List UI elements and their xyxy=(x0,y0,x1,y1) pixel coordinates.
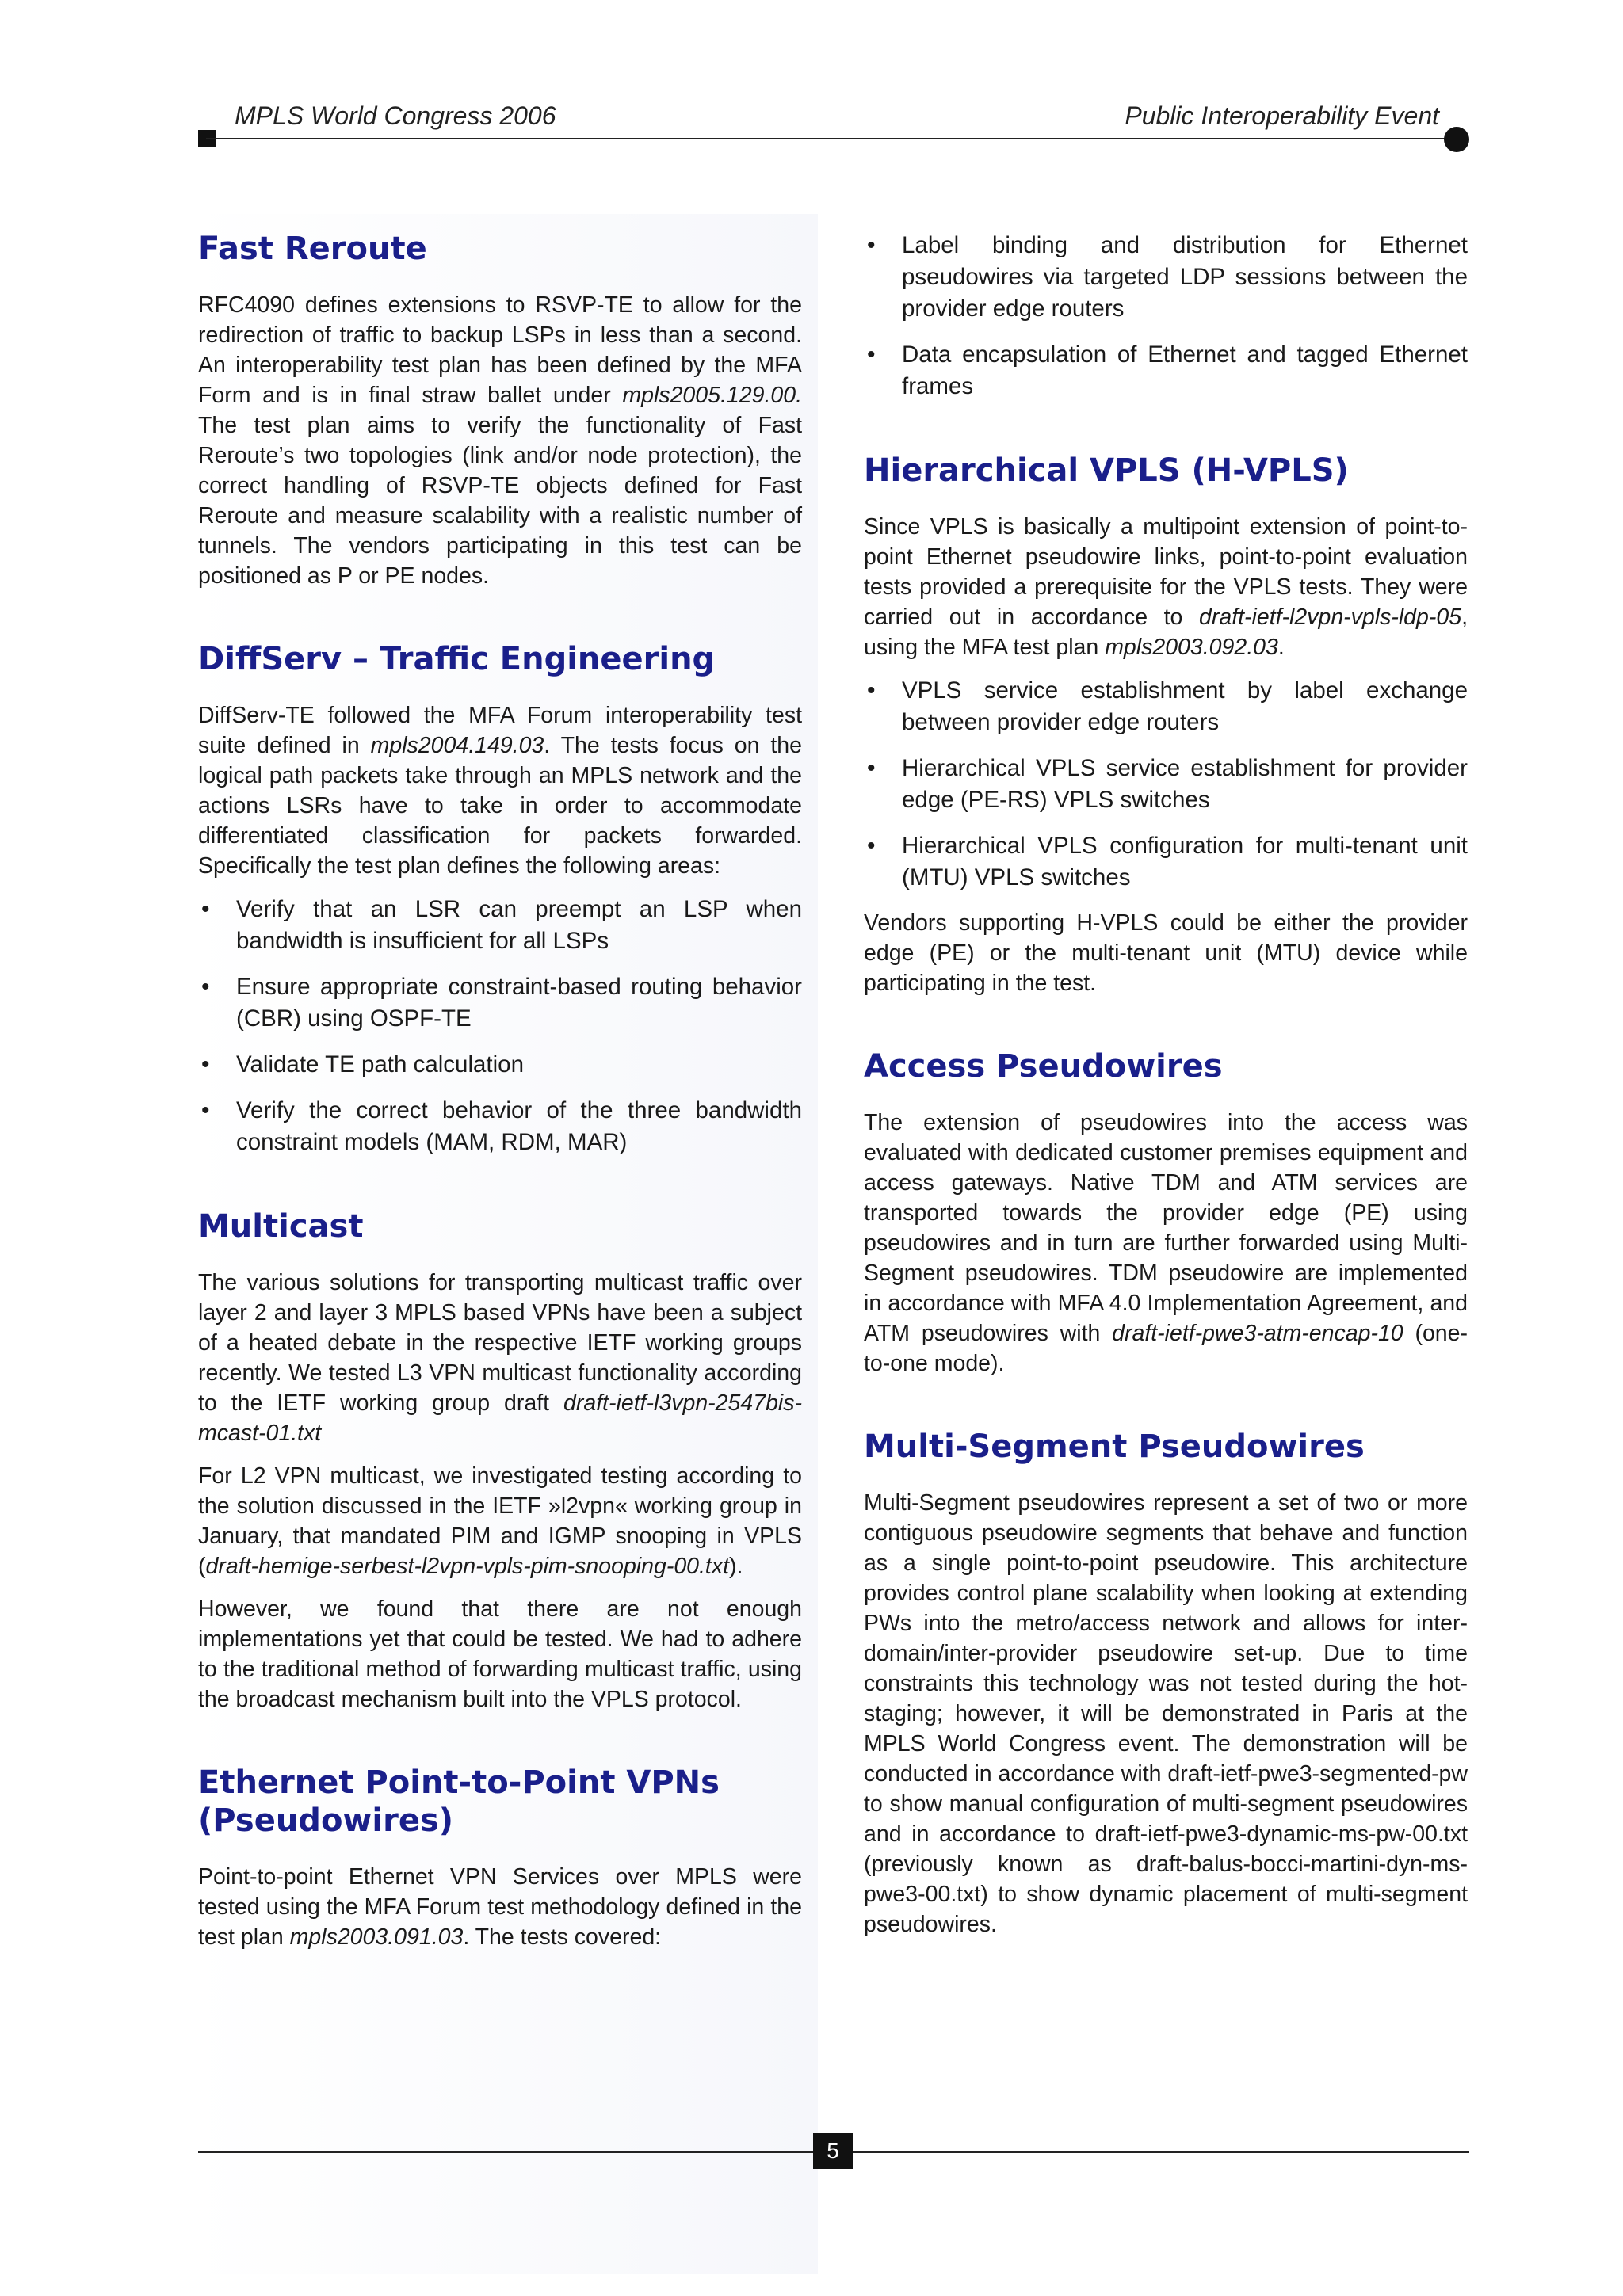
header-rule xyxy=(206,138,1461,139)
section-title: Ethernet Point-to-Point VPNs (Pseudowires) xyxy=(198,1764,720,1839)
list-item: • Label binding and distribution for Ethernet pseudowires via targeted LDP sessions between the provider edge routers xyxy=(864,230,1468,325)
paragraph: For L2 VPN multicast, we investigated testing according to the solution discussed in the IETF »l2vpn« working group in January, that mandated PIM and IGMP snooping in VPLS (draft-hemige-serbest-l2vpn-vpls-pim-snooping-00.txt). xyxy=(198,1463,802,1579)
bullet-list xyxy=(198,894,802,1158)
header-right-title: Public Interoperability Event xyxy=(1125,101,1439,130)
section-diffserv xyxy=(198,640,802,1158)
paragraph: However, we found that there are not enough implementations yet that could be tested. We had to adhere to the traditional method of forwarding multicast traffic, using the broadcast mechanism built into the VPLS protocol. xyxy=(198,1596,802,1712)
list-item: • Data encapsulation of Ethernet and tagged Ethernet frames xyxy=(864,339,1468,402)
section-title: Fast Reroute xyxy=(198,231,427,267)
header-left-title: MPLS World Congress 2006 xyxy=(235,101,556,130)
section-hvpls xyxy=(864,452,1468,998)
section-title: Multi-Segment Pseudowires xyxy=(864,1428,1365,1465)
list-item: • Verify the correct behavior of the three bandwidth constraint models (MAM, RDM, MAR) xyxy=(198,1095,802,1158)
list-item: • VPLS service establishment by label exchange between provider edge routers xyxy=(864,675,1468,738)
list-item: • Verify that an LSR can preempt an LSP when bandwidth is insufficient for all LSPs xyxy=(198,894,802,957)
header-dot-marker xyxy=(1444,127,1469,152)
paragraph: Multi-Segment pseudowires represent a set of two or more contiguous pseudowire segments that behave and function as a single point-to-point pseudowire. This architecture provides control plane scalability when looking at extending PWs into the metro/access network and allows for inter-domain/inter-provider pseudowire set-up. Due to time constraints this technology was not tested during the hot-staging; however, it will be demonstrated in Paris at the MPLS World Congress event. The demonstration will be conducted in accordance with draft-ietf-pwe3-segmented-pw to show manual configuration of multi-segment pseudowires and in accordance to draft-ietf-pwe3-dynamic-ms-pw-00.txt (previously known as draft-balus-bocci-martini-dyn-ms-pwe3-00.txt) to show dynamic placement of multi-segment pseudowires. xyxy=(864,1490,1468,1937)
list-item: • Hierarchical VPLS service establishment for provider edge (PE-RS) VPLS switches xyxy=(864,753,1468,816)
paragraph: The various solutions for transporting multicast traffic over layer 2 and layer 3 MPLS based VPNs have been a subject of a heated debate in the respective IETF working groups recently. We tested L3 VPN multicast functionality according to the IETF working group draft draft-ietf-l3vpn-2547bis-mcast-01.txt xyxy=(198,1270,802,1446)
paragraph: DiffServ-TE followed the MFA Forum interoperability test suite defined in mpls2004.149.03. The tests focus on the logical path packets take through an MPLS network and the actions LSRs have to take in order to accommodate differentiated classification for packets forwarded. Specifically the test plan defines the following areas: xyxy=(198,703,802,879)
section-title: Multicast xyxy=(198,1208,364,1245)
section-title: DiffServ – Traffic Engineering xyxy=(198,641,716,677)
section-access-pseudowires xyxy=(864,1047,1468,1379)
paragraph: RFC4090 defines extensions to RSVP-TE to allow for the redirection of traffic to backup LSPs in less than a second. An interoperability test plan has been defined by the MFA Form and is in final straw ballet under mpls2005.129.00. The test plan aims to verify the functionality of Fast Reroute’s two topologies (link and/or node protection), the correct handling of RSVP-TE objects defined for Fast Reroute and measure scalability with a realistic number of tunnels. The vendors participating in this test can be positioned as P or PE nodes. xyxy=(198,292,802,589)
paragraph: Since VPLS is basically a multipoint extension of point-to-point Ethernet pseudowire links, point-to-point evaluation tests provided a prerequisite for the VPLS tests. They were carried out in accordance to draft-ietf-l2vpn-vpls-ldp-05, using the MFA test plan mpls2003.092.03. xyxy=(864,514,1468,660)
list-item: • Hierarchical VPLS configuration for multi-tenant unit (MTU) VPLS switches xyxy=(864,830,1468,894)
section-title: Access Pseudowires xyxy=(864,1048,1223,1085)
section-ethernet-p2p-continued xyxy=(864,230,1468,402)
section-multi-segment-pseudowires xyxy=(864,1428,1468,1939)
list-item: • Validate TE path calculation xyxy=(198,1049,802,1081)
bullet-list xyxy=(864,230,1468,402)
bullet-list xyxy=(864,675,1468,894)
section-ethernet-p2p xyxy=(198,1764,802,1952)
section-title: Hierarchical VPLS (H-VPLS) xyxy=(864,452,1349,489)
right-column xyxy=(864,230,1468,1989)
page-number: 5 xyxy=(813,2133,853,2169)
page-header xyxy=(198,101,1469,138)
section-multicast xyxy=(198,1207,802,1714)
paragraph: Vendors supporting H-VPLS could be either the provider edge (PE) or the multi-tenant unit (MTU) device while participating in the test. xyxy=(864,910,1468,996)
list-item: • Ensure appropriate constraint-based routing behavior (CBR) using OSPF-TE xyxy=(198,971,802,1035)
left-column xyxy=(198,230,802,2001)
section-fast-reroute xyxy=(198,230,802,591)
paragraph: The extension of pseudowires into the access was evaluated with dedicated customer premises equipment and access gateways. Native TDM and ATM services are transported towards the provider edge (PE) using pseudowires and in turn are further forwarded using Multi-Segment pseudowires. TDM pseudowire are implemented in accordance with MFA 4.0 Implementation Agreement, and ATM pseudowires with draft-ietf-pwe3-atm-encap-10 (one-to-one mode). xyxy=(864,1110,1468,1376)
paragraph: Point-to-point Ethernet VPN Services over MPLS were tested using the MFA Forum test methodology defined in the test plan mpls2003.091.03. The tests covered: xyxy=(198,1864,802,1950)
page-footer xyxy=(198,2133,1469,2169)
